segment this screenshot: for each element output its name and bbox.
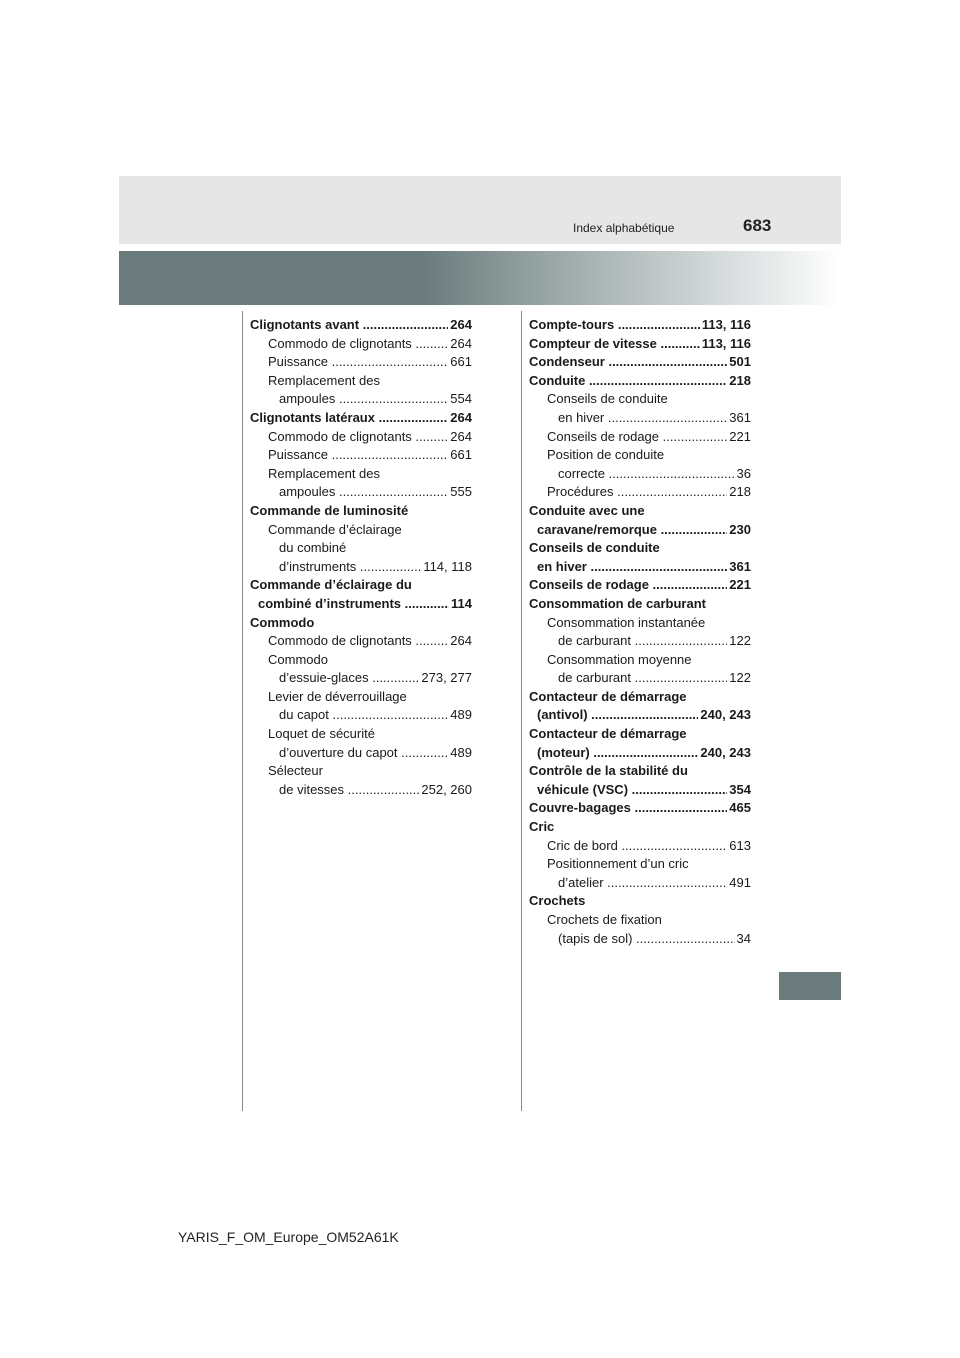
index-entry bbox=[529, 502, 751, 521]
index-entry-term: véhicule (VSC) ..... bbox=[537, 781, 727, 800]
index-entry bbox=[529, 855, 751, 874]
page-number: 683 bbox=[743, 216, 772, 235]
index-entry bbox=[529, 409, 751, 428]
index-entry-term: correcte ..... bbox=[558, 465, 735, 484]
index-entry-term: Remplacement des bbox=[268, 465, 380, 481]
index-entry-term: (tapis de sol) ..... bbox=[558, 930, 735, 949]
index-entry-page: 240, 243 bbox=[700, 744, 751, 760]
index-entry-page: 122 bbox=[729, 670, 751, 686]
index-entry-term: (moteur) ..... bbox=[537, 744, 698, 763]
index-entry bbox=[250, 465, 472, 484]
index-entry-page: 613 bbox=[729, 837, 751, 853]
index-entry bbox=[250, 521, 472, 540]
index-entry bbox=[529, 651, 751, 670]
index-entry-page: 221 bbox=[729, 428, 751, 444]
index-entry bbox=[529, 390, 751, 409]
section-title: Index alphabétique bbox=[573, 221, 675, 235]
index-entry-term: Conseils de rodage ..... bbox=[547, 428, 727, 447]
index-entry bbox=[529, 539, 751, 558]
index-entry-term: d’atelier ..... bbox=[558, 874, 727, 893]
index-entry-term: Condenseur ..... bbox=[529, 353, 727, 372]
index-entry-page: 489 bbox=[450, 707, 472, 723]
header-gradient-band bbox=[119, 251, 841, 305]
index-entry bbox=[529, 428, 751, 447]
index-entry-term: (antivol) ..... bbox=[537, 706, 698, 725]
index-entry bbox=[250, 595, 472, 614]
index-entry-page: 555 bbox=[450, 484, 472, 500]
index-entry-term: d’essuie-glaces ..... bbox=[279, 669, 419, 688]
index-entry-page: 122 bbox=[729, 633, 751, 649]
index-entry-page: 264 bbox=[450, 633, 472, 649]
index-entry-page: 264 bbox=[450, 409, 472, 425]
index-entry-term: Conduite ..... bbox=[529, 372, 727, 391]
index-entry-term: Consommation instantanée bbox=[547, 614, 706, 630]
index-entry-page: 489 bbox=[450, 744, 472, 760]
index-entry bbox=[250, 502, 472, 521]
index-entry-page: 114, 118 bbox=[423, 558, 472, 574]
index-entry-term: Compteur de vitesse ..... bbox=[529, 335, 700, 354]
index-entry bbox=[250, 446, 472, 465]
index-entry bbox=[529, 688, 751, 707]
right-column-rule bbox=[521, 311, 522, 1111]
index-entry-page: 661 bbox=[450, 354, 472, 370]
index-entry bbox=[529, 762, 751, 781]
index-entry bbox=[250, 614, 472, 633]
index-entry bbox=[529, 576, 751, 595]
index-entry-term: d’instruments ..... bbox=[279, 558, 421, 577]
index-entry bbox=[250, 651, 472, 670]
index-entry-page: 264 bbox=[450, 428, 472, 444]
section-tab-marker bbox=[779, 972, 841, 1000]
index-entry bbox=[529, 353, 751, 372]
index-entry bbox=[529, 316, 751, 335]
document-id: YARIS_F_OM_Europe_OM52A61K bbox=[178, 1229, 399, 1245]
index-entry-page: 240, 243 bbox=[700, 707, 751, 723]
index-entry-page: 113, 116 bbox=[701, 317, 751, 332]
index-entry bbox=[529, 669, 751, 688]
index-entry-term: Remplacement des bbox=[268, 372, 380, 388]
header-bar bbox=[119, 176, 841, 244]
index-entry-term: Conseils de rodage ..... bbox=[529, 576, 727, 595]
index-entry bbox=[529, 818, 751, 837]
index-entry-page: 230 bbox=[729, 521, 751, 537]
index-entry-page: 661 bbox=[450, 447, 472, 463]
index-entry-page: 361 bbox=[729, 558, 751, 574]
index-entry-page: 554 bbox=[450, 391, 472, 407]
index-entry bbox=[250, 576, 472, 595]
index-entry-term: Clignotants latéraux ..... bbox=[250, 409, 448, 428]
index-entry-term: Contacteur de démarrage bbox=[529, 688, 687, 704]
index-entry-term: d’ouverture du capot ..... bbox=[279, 744, 448, 763]
index-entry-page: 491 bbox=[729, 874, 751, 890]
index-entry-term: Commodo de clignotants ..... bbox=[268, 335, 448, 354]
index-entry bbox=[250, 372, 472, 391]
index-entry bbox=[250, 539, 472, 558]
index-entry bbox=[250, 483, 472, 502]
index-entry-page: 354 bbox=[729, 781, 751, 797]
index-entry bbox=[529, 595, 751, 614]
index-entry bbox=[250, 335, 472, 354]
index-entry-page: 465 bbox=[729, 800, 751, 816]
index-entry-term: combiné d’instruments ..... bbox=[258, 595, 449, 614]
index-entry-term: caravane/remorque ..... bbox=[537, 521, 727, 540]
index-entry-term: Consommation de carburant bbox=[529, 595, 706, 611]
index-entry-term: Positionnement d’un cric bbox=[547, 856, 689, 872]
index-entry-term: Loquet de sécurité bbox=[268, 726, 375, 742]
index-entry-term: Commodo de clignotants ..... bbox=[268, 632, 448, 651]
index-entry-term: Position de conduite bbox=[547, 447, 665, 463]
index-entry bbox=[529, 781, 751, 800]
index-entry-term: en hiver ..... bbox=[558, 409, 727, 428]
index-entry-term: Puissance ..... bbox=[268, 353, 448, 372]
index-entry-page: 113, 116 bbox=[701, 335, 751, 351]
index-entry-page: 264 bbox=[450, 317, 472, 332]
index-entry-term: Conduite avec une bbox=[529, 502, 645, 518]
index-entry bbox=[529, 930, 751, 949]
index-entry-term: Commande d’éclairage bbox=[268, 521, 402, 537]
index-entry-term: Conseils de conduite bbox=[529, 540, 660, 556]
index-entry-term: en hiver ..... bbox=[537, 558, 727, 577]
index-entry bbox=[529, 558, 751, 577]
index-entry bbox=[529, 521, 751, 540]
index-entry-page: 252, 260 bbox=[421, 781, 472, 797]
index-entry bbox=[250, 725, 472, 744]
index-entry-term: Cric de bord ..... bbox=[547, 837, 727, 856]
index-entry bbox=[250, 781, 472, 800]
index-entry bbox=[250, 409, 472, 428]
index-entry bbox=[529, 799, 751, 818]
index-entry-term: Commodo bbox=[250, 614, 315, 630]
index-entry-term: de carburant ..... bbox=[558, 632, 727, 651]
index-entry bbox=[250, 688, 472, 707]
index-entry-page: 114 bbox=[451, 595, 472, 611]
index-entry-page: 501 bbox=[729, 354, 751, 370]
index-entry-page: 221 bbox=[729, 577, 751, 593]
index-entry-term: ampoules ..... bbox=[279, 390, 448, 409]
index-entry bbox=[529, 372, 751, 391]
index-entry bbox=[529, 614, 751, 633]
index-entry bbox=[529, 632, 751, 651]
index-entry-page: 218 bbox=[729, 372, 751, 388]
index-entry-term: Clignotants avant ..... bbox=[250, 316, 448, 335]
index-entry-term: du capot ..... bbox=[279, 706, 448, 725]
index-entry bbox=[529, 911, 751, 930]
index-entry bbox=[529, 446, 751, 465]
index-entry bbox=[529, 892, 751, 911]
index-entry bbox=[529, 837, 751, 856]
index-entry-term: Compte-tours ..... bbox=[529, 316, 700, 335]
index-entry-term: de carburant ..... bbox=[558, 669, 727, 688]
index-entry bbox=[250, 353, 472, 372]
index-entry-page: 218 bbox=[729, 484, 751, 500]
index-entry-term: Commodo bbox=[268, 651, 328, 667]
index-entry bbox=[250, 744, 472, 763]
index-entry-term: Crochets de fixation bbox=[547, 912, 662, 927]
index-entry bbox=[250, 706, 472, 725]
index-entry-term: ampoules ..... bbox=[279, 483, 448, 502]
index-entry bbox=[529, 335, 751, 354]
index-entry bbox=[250, 632, 472, 651]
index-entry bbox=[529, 874, 751, 893]
index-entry-term: de vitesses ..... bbox=[279, 781, 419, 800]
index-entry-term: Levier de déverrouillage bbox=[268, 688, 407, 704]
index-entry-term: du combiné bbox=[279, 540, 347, 556]
index-entry-term: Contacteur de démarrage bbox=[529, 726, 687, 742]
index-entry-term: Conseils de conduite bbox=[547, 391, 668, 407]
index-entry-term: Consommation moyenne bbox=[547, 651, 692, 667]
index-entry-term: Sélecteur bbox=[268, 763, 323, 779]
index-entry bbox=[529, 483, 751, 502]
index-entry bbox=[529, 725, 751, 744]
index-entry bbox=[250, 762, 472, 781]
index-entry bbox=[250, 558, 472, 577]
index-entry-page: 361 bbox=[729, 409, 751, 425]
index-entry-page: 264 bbox=[450, 335, 472, 351]
index-entry-term: Commande de luminosité bbox=[250, 502, 409, 518]
index-entry-term: Procédures ..... bbox=[547, 483, 727, 502]
index-entry bbox=[250, 390, 472, 409]
index-entry bbox=[529, 465, 751, 484]
index-entry bbox=[250, 316, 472, 335]
index-entry-term: Cric bbox=[529, 819, 555, 835]
index-entry-term: Crochets bbox=[529, 893, 586, 909]
index-column-left bbox=[250, 316, 472, 799]
left-column-rule bbox=[242, 311, 243, 1111]
index-entry-page: 273, 277 bbox=[421, 670, 472, 686]
index-entry-term: Couvre-bagages ..... bbox=[529, 799, 727, 818]
index-entry-page: 34 bbox=[736, 930, 751, 946]
index-entry bbox=[529, 706, 751, 725]
index-entry-term: Commodo de clignotants ..... bbox=[268, 428, 448, 447]
index-entry bbox=[250, 428, 472, 447]
index-entry-term: Contrôle de la stabilité du bbox=[529, 763, 688, 779]
index-entry-term: Commande d’éclairage du bbox=[250, 577, 412, 593]
index-entry-page: 36 bbox=[736, 465, 751, 481]
index-entry bbox=[529, 744, 751, 763]
index-entry bbox=[250, 669, 472, 688]
index-entry-term: Puissance ..... bbox=[268, 446, 448, 465]
index-column-right bbox=[529, 316, 751, 948]
